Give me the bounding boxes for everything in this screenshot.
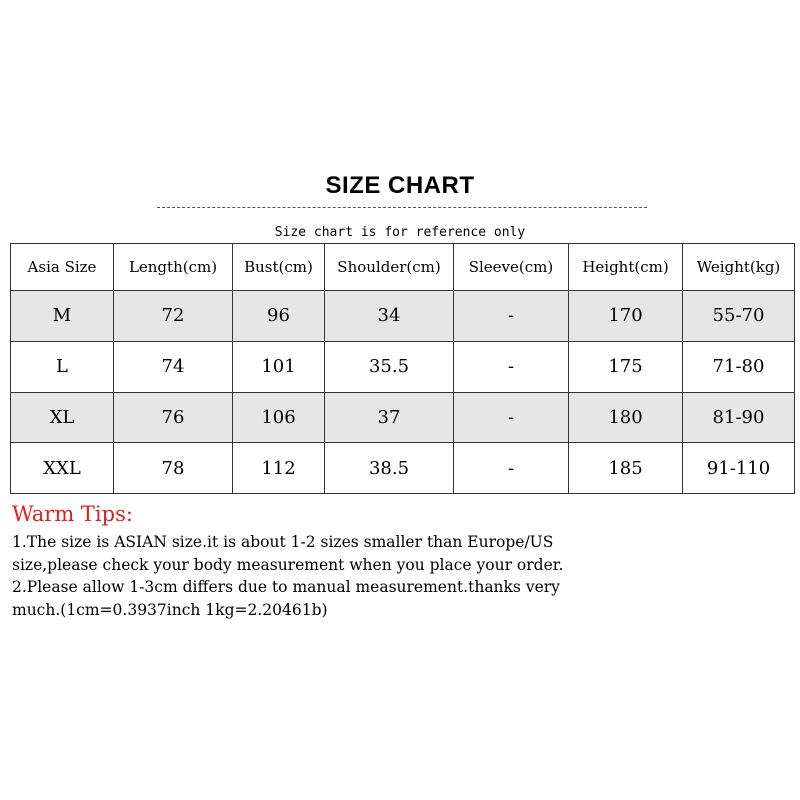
table-header-row [11,244,795,291]
table-cell: 55-70 [683,291,795,342]
size-table [10,243,795,494]
header-weight: Weight(kg) [683,244,795,291]
table-cell: 91-110 [683,443,795,494]
table-cell: 34 [325,291,454,342]
table-cell: 35.5 [325,341,454,392]
table-cell: 112 [233,443,325,494]
tip-line: much.(1cm=0.3937inch 1kg=2.20461b) [12,600,328,619]
tip-line: size,please check your body measurement when you place your order. [12,555,564,574]
table-cell: 185 [569,443,683,494]
header-bust: Bust(cm) [233,244,325,291]
table-cell: 175 [569,341,683,392]
tip-line: 2.Please allow 1-3cm differs due to manual measurement.thanks very [12,578,560,596]
table-cell: - [454,392,569,443]
table-cell: 72 [114,291,233,342]
table-cell: XL [11,392,114,443]
table-cell: 37 [325,392,454,443]
table-cell: 106 [233,392,325,443]
table-row [11,392,795,443]
header-asia-size: Asia Size [11,244,114,291]
table-row [11,443,795,494]
header-height: Height(cm) [569,244,683,291]
table-cell: XXL [11,443,114,494]
table-cell: 71-80 [683,341,795,392]
table-cell: 74 [114,341,233,392]
table-cell: M [11,291,114,342]
table-row [11,291,795,342]
table-cell: - [454,341,569,392]
page-title: SIZE CHART [325,172,475,199]
tip-line: 1.The size is ASIAN size.it is about 1-2 sizes smaller than Europe/US [12,533,554,551]
warm-tips-text [12,531,792,621]
table-cell: 76 [114,392,233,443]
header-shoulder: Shoulder(cm) [325,244,454,291]
warm-tips-heading: Warm Tips: [12,502,133,526]
dashed-divider [157,207,647,208]
reference-note: Size chart is for reference only [274,225,526,240]
table-cell: 101 [233,341,325,392]
table-cell: 180 [569,392,683,443]
header-length: Length(cm) [114,244,233,291]
table-cell: 170 [569,291,683,342]
table-cell: 78 [114,443,233,494]
table-cell: - [454,443,569,494]
table-cell: 96 [233,291,325,342]
table-cell: - [454,291,569,342]
table-cell: 81-90 [683,392,795,443]
header-sleeve: Sleeve(cm) [454,244,569,291]
table-cell: L [11,341,114,392]
table-row [11,341,795,392]
table-cell: 38.5 [325,443,454,494]
